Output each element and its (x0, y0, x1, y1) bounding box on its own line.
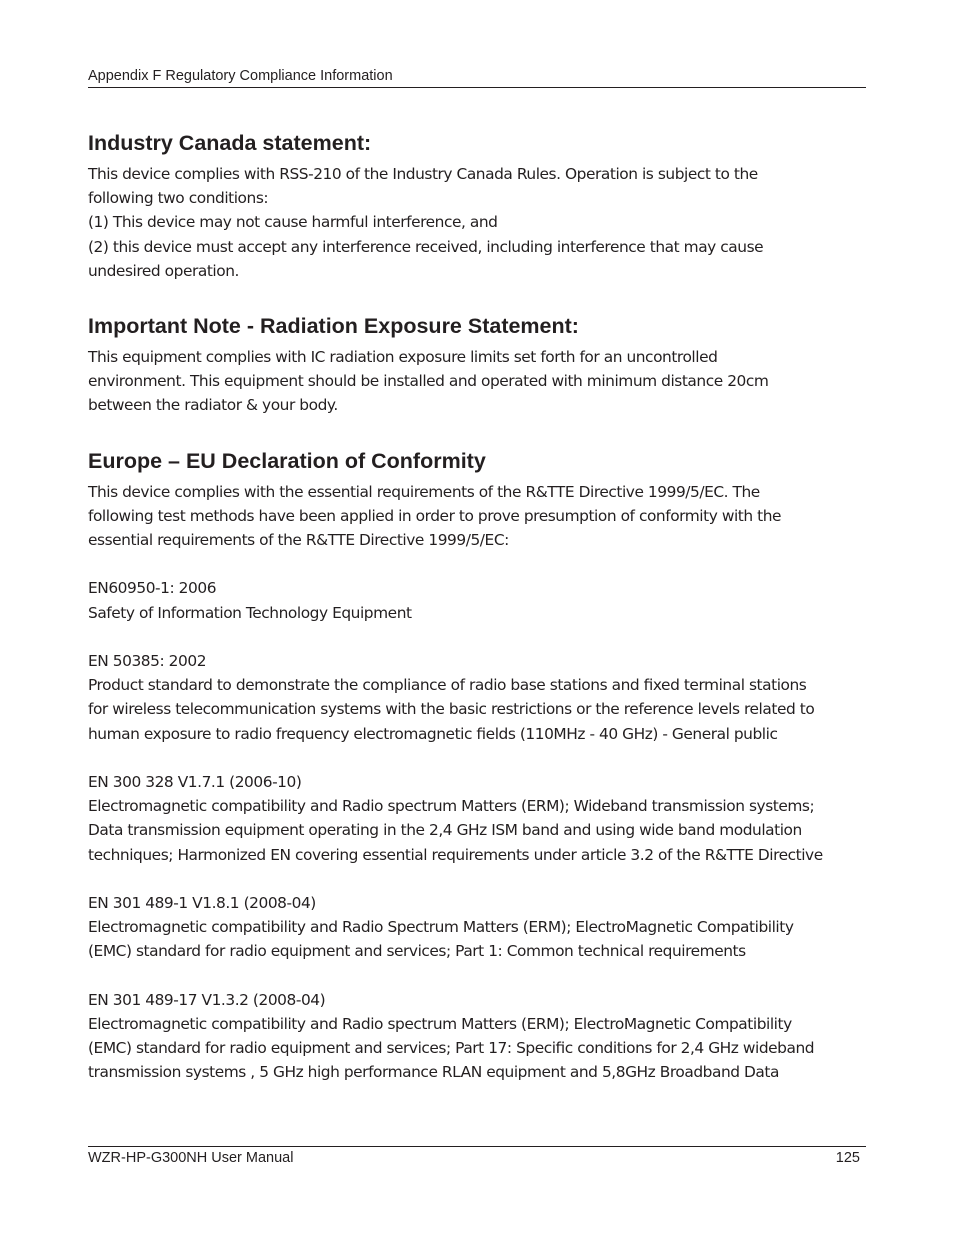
running-header-title: Appendix F Regulatory Compliance Information (88, 68, 393, 84)
standard-entry (88, 576, 878, 624)
standard-description: (EMC) standard for radio equipment and services; Part 17: Speciﬁc conditions for 2,4 GHz wideband (88, 1039, 815, 1058)
standard-description: human exposure to radio frequency electromagnetic ﬁelds (110MHz - 40 GHz) - General public (88, 724, 778, 743)
eu-intro (88, 480, 878, 553)
standard-code: EN 300 328 V1.7.1 (2006-10) (88, 773, 302, 792)
standard-description: Safety of Information Technology Equipment (88, 603, 412, 622)
running-header (88, 67, 866, 88)
page-number: 125 (835, 1150, 860, 1166)
body-line: environment. This equipment should be installed and operated with minimum distance 20cm (88, 372, 769, 391)
body-line: (2) this device must accept any interference received, including interference that may cause (88, 237, 764, 256)
standard-code: EN60950-1: 2006 (88, 579, 217, 598)
body-line: undesired operation. (88, 261, 239, 280)
standard-entry (88, 891, 878, 964)
body-line: essential requirements of the R&TTE Directive 1999/5/EC: (88, 531, 509, 550)
body-line: This equipment complies with IC radiation exposure limits set forth for an uncontrolled (88, 348, 718, 367)
page-footer (88, 1146, 866, 1167)
standard-entry (88, 988, 878, 1085)
standard-description: Electromagnetic compatibility and Radio spectrum Matters (ERM); Wideband transmission systems; (88, 797, 815, 816)
standard-code: EN 50385: 2002 (88, 652, 207, 671)
page-content (88, 128, 878, 1085)
body-line: between the radiator & your body. (88, 396, 338, 415)
industry-canada-section (88, 128, 878, 283)
section-heading: Industry Canada statement: (88, 131, 372, 155)
standard-entry (88, 770, 878, 867)
body-line: (1) This device may not cause harmful interference, and (88, 213, 498, 232)
body-line: This device complies with the essential requirements of the R&TTE Directive 1999/5/EC. The (88, 482, 760, 501)
standard-description: Electromagnetic compatibility and Radio Spectrum Matters (ERM); ElectroMagnetic Compatibility (88, 918, 794, 937)
standard-entry (88, 649, 878, 746)
body-line: following test methods have been applied in order to prove presumption of conformity with the (88, 506, 782, 525)
footer-manual-title: WZR-HP-G300NH User Manual (88, 1150, 294, 1166)
standard-code: EN 301 489-1 V1.8.1 (2008-04) (88, 894, 316, 913)
section-heading: Important Note - Radiation Exposure Statement: (88, 314, 579, 339)
standard-description: Data transmission equipment operating in the 2,4 GHz ISM band and using wide band modulation (88, 821, 802, 840)
eu-declaration-section (88, 446, 878, 1085)
standard-description: Product standard to demonstrate the compliance of radio base stations and ﬁxed terminal stations (88, 676, 807, 695)
body-line: following two conditions: (88, 189, 269, 208)
body-line: This device complies with RSS-210 of the Industry Canada Rules. Operation is subject to the (88, 165, 758, 183)
standard-description: for wireless telecommunication systems with the basic restrictions or the reference levels related to (88, 700, 815, 719)
standard-code: EN 301 489-17 V1.3.2 (2008-04) (88, 990, 326, 1009)
section-heading: Europe – EU Declaration of Conformity (88, 448, 486, 473)
standard-description: techniques; Harmonized EN covering essential requirements under article 3.2 of the R&TTE Directive (88, 845, 823, 864)
standard-description: transmission systems , 5 GHz high performance RLAN equipment and 5,8GHz Broadband Data (88, 1063, 779, 1082)
radiation-exposure-section (88, 311, 878, 418)
standard-description: (EMC) standard for radio equipment and services; Part 1: Common technical requirements (88, 942, 746, 961)
standard-description: Electromagnetic compatibility and Radio spectrum Matters (ERM); ElectroMagnetic Compatibility (88, 1015, 792, 1034)
